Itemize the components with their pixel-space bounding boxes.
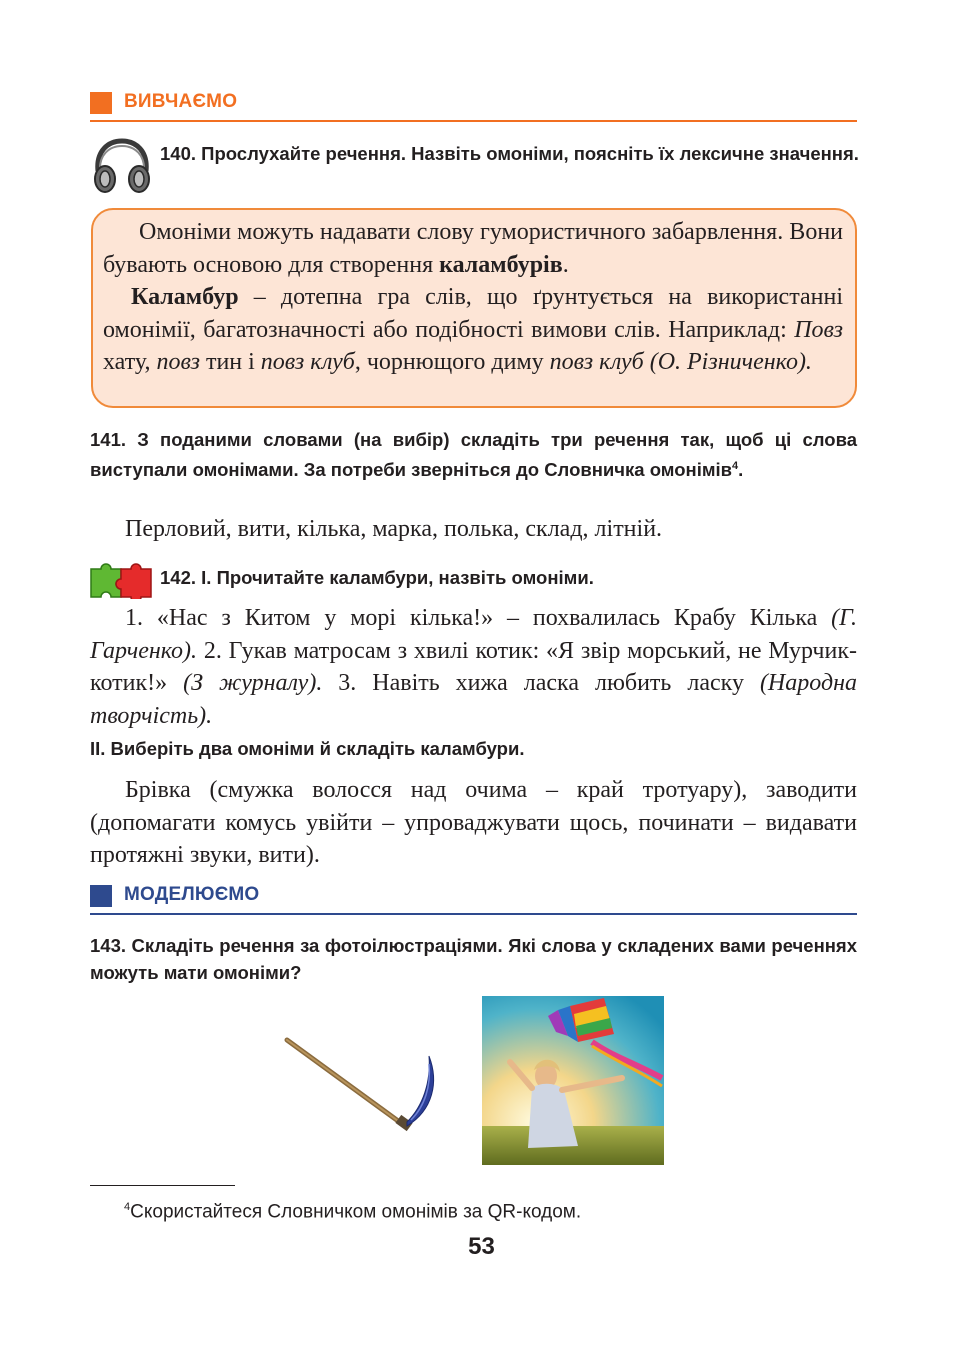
- task-142-puns: 1. «Нас з Китом у морі кілька!» – похвалилась Крабу Кілька (Г. Гарченко). 2. Гукав матросам з хвилі котик: «Я звір морський, не Мурчик-котик!» (З журналу). 3. Навіть хижа ласка любить ласку (Народна творчість).: [90, 605, 857, 729]
- term-kalambury: каламбурів: [439, 251, 563, 278]
- task-text: Прослухайте речення. Назвіть омоніми, поясніть їх лексичне значення.: [201, 143, 859, 164]
- section-title: МОДЕЛЮЄМО: [124, 884, 260, 905]
- task-number: 143.: [90, 935, 127, 956]
- section-divider: [90, 913, 857, 915]
- headphones-icon: [90, 137, 154, 195]
- section-title: ВИВЧАЄМО: [124, 91, 238, 112]
- section-header-study: [90, 88, 857, 122]
- task-142: [160, 564, 860, 591]
- footnote-ref: 4: [732, 460, 739, 472]
- footnote-marker: 4: [124, 1201, 131, 1213]
- task-text: З поданими словами (на вибір) складіть три речення так, щоб ці слова виступали омонімами. За потреби зверніться до Словничка омонімів: [90, 429, 857, 481]
- task-141: 141. З поданими словами (на вибір) складіть три речення так, щоб ці слова виступали омонімами. За потреби зверніться до Словничка омонімів$^4$.: [90, 429, 857, 481]
- task-number: 141.: [90, 429, 127, 450]
- puzzle-icon: [88, 561, 154, 599]
- task-140: [160, 140, 860, 167]
- footnote-divider: [90, 1185, 235, 1186]
- rule-box: [91, 208, 857, 408]
- task-143: [90, 932, 857, 986]
- task-number: 140.: [160, 143, 197, 164]
- section-marker: [90, 885, 112, 907]
- task-number: 142.: [160, 567, 197, 588]
- task-142-part2: ІІ. Виберіть два омоніми й складіть каламбури.: [90, 738, 525, 759]
- scythe-image: [283, 1030, 443, 1140]
- task-141-words: Перловий, вити, кілька, марка, полька, склад, літній.: [125, 516, 663, 542]
- rule-paragraph-1: Омоніми можуть надавати слову гумористичного забарвлення. Вони бувають основою для створення каламбурів.: [103, 219, 843, 278]
- task-text: І. Прочитайте каламбури, назвіть омоніми.: [201, 567, 594, 588]
- task-text: Складіть речення за фотоілюстраціями. Які слова у складених вами реченнях можуть мати омоніми?: [90, 935, 858, 983]
- page-number: 53: [468, 1233, 495, 1260]
- section-divider: [90, 120, 857, 122]
- task-142-words: Брівка (смужка волосся над очима – край тротуару), заводити (допомагати комусь увійти – упроваджувати щось, починати – видавати протяжні звуки, вити).: [90, 777, 857, 868]
- section-header-model: [90, 881, 857, 915]
- section-marker: [90, 92, 112, 114]
- kite-girl-image: [482, 996, 664, 1165]
- rule-paragraph-2: Каламбур – дотепна гра слів, що ґрунтується на використанні омонімії, багатозначності або подібності вимови слів. Наприклад: Повз хату, повз тин і повз клуб, чорнющого диму повз клуб (О. Різниченко).: [103, 284, 843, 375]
- term-kalambur: Каламбур: [131, 284, 239, 310]
- footnote-text: Скористайтеся Словничком омонімів за QR-кодом.: [130, 1201, 582, 1223]
- footnote: [124, 1195, 581, 1224]
